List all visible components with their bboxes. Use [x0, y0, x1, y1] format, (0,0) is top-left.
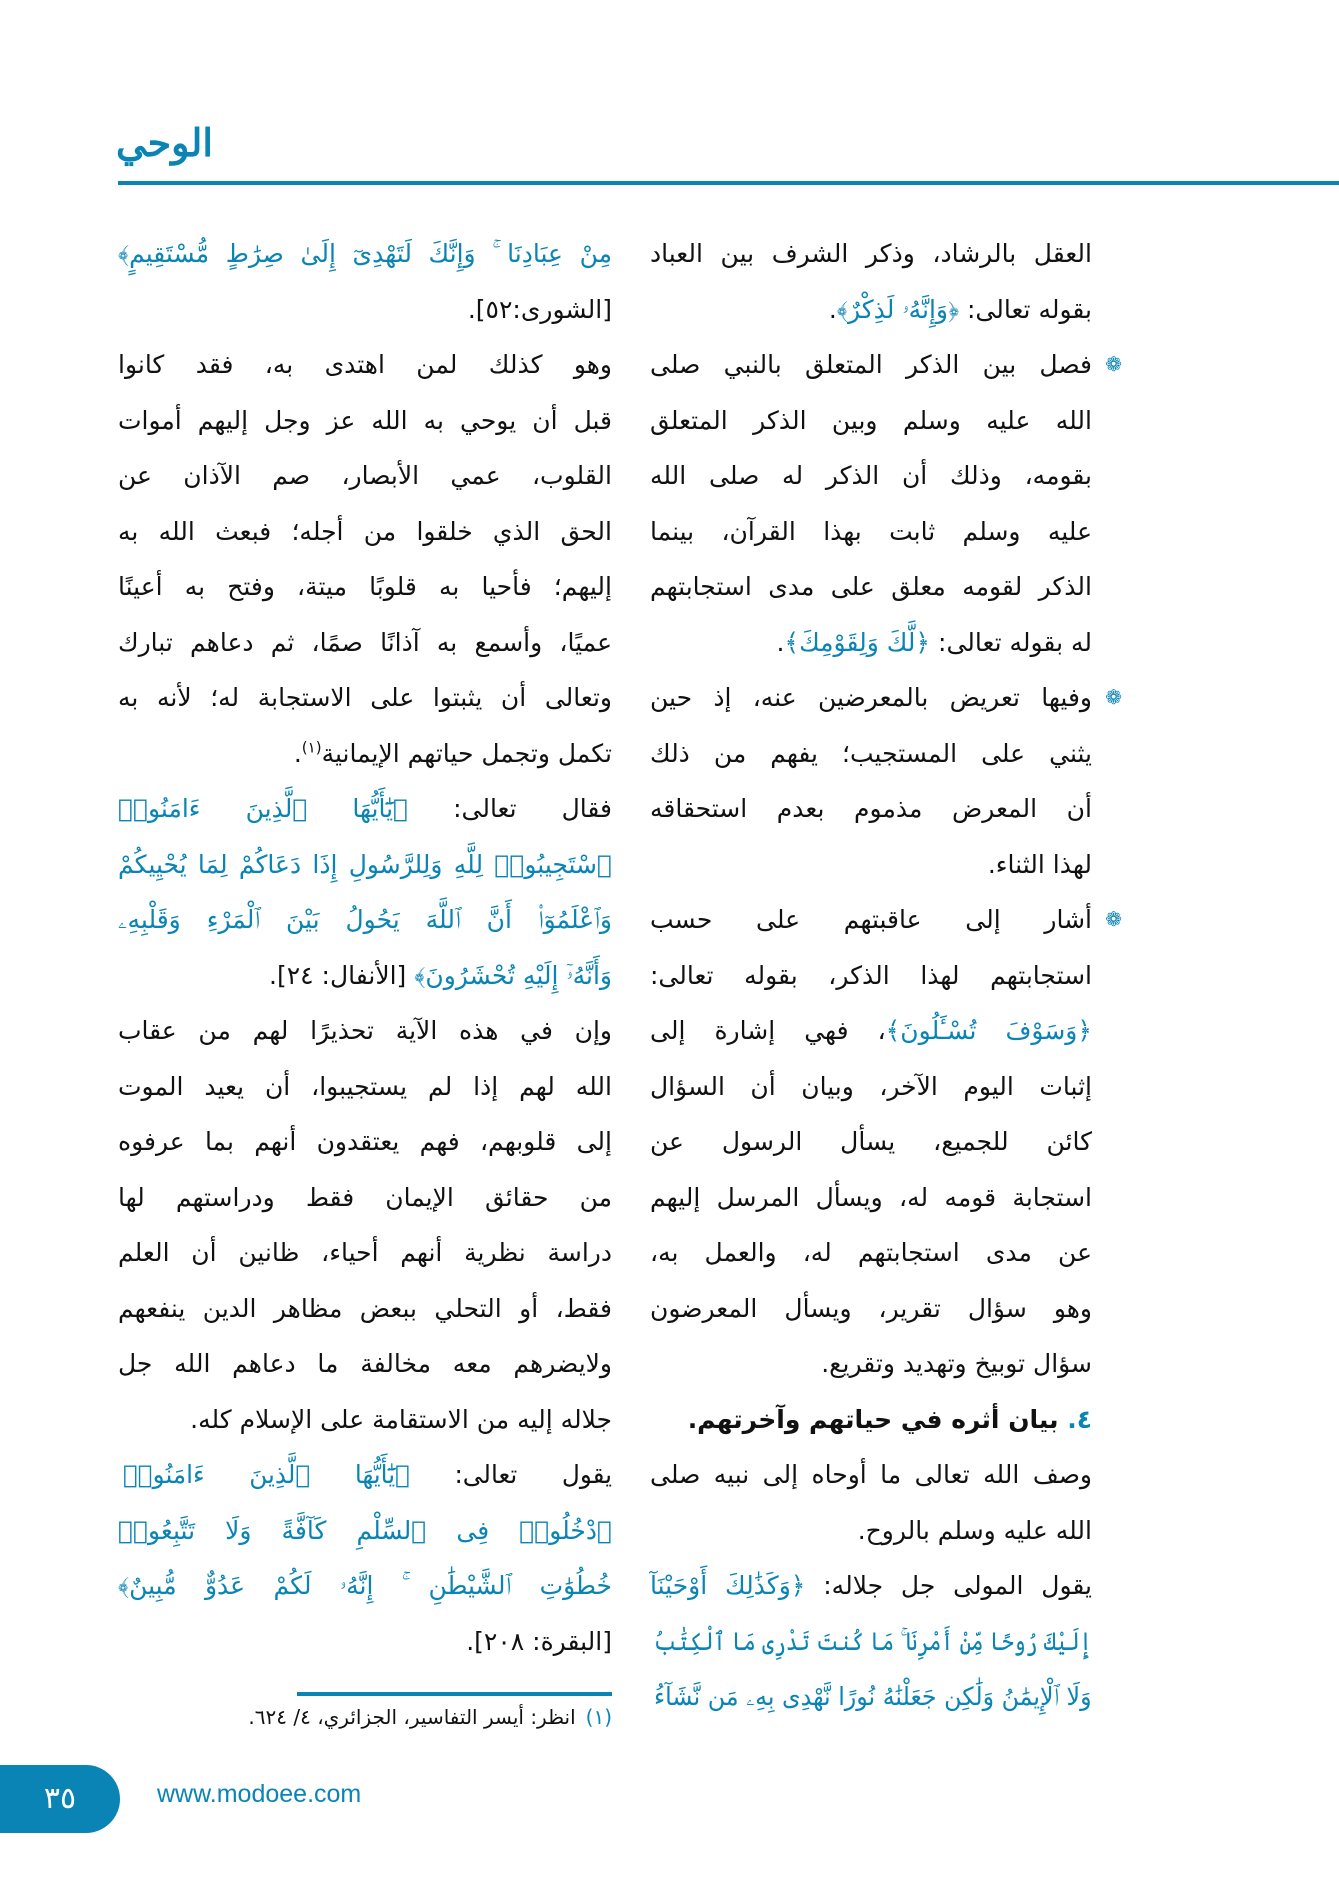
body-text: إليهم؛ فأحيا به قلوبًا ميتة، وفتح به أعينًا: [118, 572, 612, 601]
text-line: [650, 1059, 1092, 1115]
text-line: [650, 670, 1122, 726]
flower-bullet-icon: ❁: [1105, 907, 1122, 931]
body-text: الحق الذي خلقوا من أجله؛ فبعث الله به: [118, 516, 612, 546]
text-line: [118, 504, 612, 560]
text-line: [650, 1225, 1092, 1281]
quran-verse: ٱسْتَجِيبُوا۟ لِلَّهِ وَلِلرَّسُولِ إِذَا دَعَاكُمْ لِمَا يُحْيِيكُمْ: [118, 849, 612, 879]
text-line: [650, 559, 1092, 615]
text-line: [118, 1558, 612, 1614]
text-line: [118, 1503, 612, 1559]
header-rule: [118, 181, 1339, 185]
body-text: سؤال توبيخ وتهديد وتقريع.: [821, 1349, 1092, 1378]
text-line: [650, 1503, 1092, 1559]
text-line: [650, 1281, 1092, 1337]
text-line: [118, 726, 612, 782]
quran-verse: ٱدْخُلُوا۟ فِى ٱلسِّلْمِ كَآفَّةً وَلَا تَتَّبِعُوا۟: [118, 1515, 612, 1545]
text-line: [650, 1558, 1092, 1614]
body-text: إثبات اليوم الآخر، وبيان أن السؤال: [650, 1071, 1092, 1101]
text-line: [118, 393, 612, 449]
section-heading: بيان أثره في حياتهم وآخرتهم.: [687, 1404, 1059, 1434]
text-line: [650, 393, 1092, 449]
body-text: لهذا الثناء.: [987, 849, 1092, 879]
text-line: [118, 1059, 612, 1115]
left-column: [118, 226, 612, 1669]
footnote-divider: [297, 1692, 612, 1696]
body-text: فقال تعالى:: [408, 794, 612, 823]
text-line: [650, 1336, 1092, 1392]
text-line: [650, 726, 1092, 782]
text-line: [650, 337, 1122, 393]
flower-bullet-icon: ❁: [1105, 352, 1122, 376]
body-text: الله عليه وسلم بالروح.: [857, 1515, 1092, 1545]
text-line: [650, 948, 1092, 1004]
body-text: ولايضرهم معه مخالفة ما دعاهم الله جل: [118, 1349, 612, 1378]
body-text: وفيها تعريض بالمعرضين عنه، إذ حين: [650, 683, 1092, 712]
body-text: .: [776, 627, 785, 657]
text-line: [118, 781, 612, 837]
footnote-text: انظر: أيسر التفاسير، الجزائري، ٤/ ٦٢٤.: [248, 1705, 576, 1729]
text-line: [118, 615, 612, 671]
text-line: [123, 1447, 612, 1503]
text-line: [654, 1669, 1092, 1725]
body-text: عليه وسلم ثابت بهذا القرآن، بينما: [650, 516, 1092, 546]
quran-verse: ﴿وَكَذَٰلِكَ أَوْحَيْنَآ: [650, 1571, 806, 1600]
body-text: استجابة قومه له، ويسأل المرسل إليهم: [650, 1182, 1092, 1212]
footnote-number: (١): [585, 1705, 612, 1729]
text-line: [118, 1114, 612, 1170]
text-line: [118, 1170, 612, 1226]
page-number-badge: ٣٥: [0, 1765, 120, 1833]
body-text: العقل بالرشاد، وذكر الشرف بين العباد: [650, 239, 1092, 268]
body-text: وصف الله تعالى ما أوحاه إلى نبيه صلى: [650, 1460, 1092, 1489]
text-line: [118, 1225, 612, 1281]
text-line: [118, 1281, 612, 1337]
text-line: [650, 837, 1092, 893]
text-line: [118, 1336, 612, 1392]
body-text: [الأنفال: ٢٤].: [269, 960, 415, 990]
body-text: تكمل وتجمل حياتهم الإيمانية: [321, 738, 612, 768]
website-url[interactable]: www.modoee.com: [157, 1780, 362, 1808]
text-line: [650, 1003, 1092, 1059]
text-line: [650, 892, 1122, 948]
body-text: يقول تعالى:: [409, 1460, 612, 1489]
quran-verse: وَأَنَّهُۥٓ إِلَيْهِ تُحْشَرُونَ﴾: [414, 960, 612, 990]
body-text: يقول المولى جل جلاله:: [805, 1571, 1092, 1600]
text-line: [650, 1170, 1092, 1226]
body-text: وتعالى أن يثبتوا على الاستجابة له؛ لأنه به: [118, 683, 612, 712]
text-line: [650, 226, 1092, 282]
text-line: [650, 282, 1092, 338]
quran-verse: ﴿لَّكَ وَلِقَوْمِكَ﴾: [784, 627, 931, 657]
text-line: [118, 837, 612, 893]
body-text: كائن للجميع، يسأل الرسول عن: [650, 1127, 1092, 1156]
quran-verse: خُطُوَٰتِ ٱلشَّيْطَٰنِ ۚ إِنَّهُۥ لَكُمْ عَدُوٌّ مُّبِينٌ﴾: [118, 1571, 612, 1600]
text-line: [118, 226, 612, 282]
body-text: إلى قلوبهم، فهم يعتقدون أنهم بما عرفوه: [118, 1127, 612, 1156]
text-line: [118, 1614, 612, 1670]
body-text: وهو سؤال تقرير، ويسأل المعرضون: [650, 1293, 1092, 1323]
flower-bullet-icon: ❁: [1105, 685, 1122, 709]
quran-verse: ﴿يَٰٓأَيُّهَا ٱلَّذِينَ ءَامَنُوا۟: [118, 794, 409, 823]
body-text: فصل بين الذكر المتعلق بالنبي صلى: [650, 350, 1092, 379]
text-line: [118, 282, 612, 338]
body-text: [البقرة: ٢٠٨].: [466, 1626, 612, 1656]
body-text: قبل أن يوحي به الله عز وجل إليهم أموات: [118, 405, 612, 435]
quran-verse: ﴿يَٰٓأَيُّهَا ٱلَّذِينَ ءَامَنُوا۟: [122, 1460, 410, 1489]
body-text: فقط، أو التحلي ببعض مظاهر الدين ينفعهم: [118, 1293, 612, 1323]
text-line: [118, 892, 612, 948]
footnote-ref: (١): [301, 738, 322, 757]
text-line: [118, 448, 612, 504]
right-column: [650, 226, 1122, 1725]
chapter-title: الوحي: [116, 120, 213, 165]
body-text: [الشورى:٥٢].: [467, 294, 612, 324]
body-text: الذكر لقومه معلق على مدى استجابتهم: [650, 572, 1092, 601]
text-line: [118, 559, 612, 615]
body-text: جلاله إليه من الاستقامة على الإسلام كله.: [190, 1404, 612, 1434]
quran-verse: ﴿وَإِنَّهُۥ لَذِكْرٌ﴾: [836, 294, 960, 324]
body-text: بقوله تعالى:: [959, 294, 1092, 324]
quran-verse: ﴿وَسَوْفَ تُسْـَٔلُونَ﴾: [885, 1016, 1092, 1045]
body-text: دراسة نظرية أنهم أحياء، ظانين أن العلم: [118, 1238, 612, 1267]
text-line: [654, 1614, 1092, 1670]
text-line: [650, 615, 1092, 671]
body-text: بقومه، وذلك أن الذكر له صلى الله: [650, 461, 1092, 490]
body-text: .: [828, 294, 837, 324]
body-text: أن المعرض مذموم بعدم استحقاقه: [650, 794, 1092, 823]
quran-verse: مِنْ عِبَادِنَا ۚ وَإِنَّكَ لَتَهْدِىٓ إِلَىٰ صِرَٰطٍ مُّسْتَقِيمٍ﴾: [118, 239, 612, 268]
body-text: الله عليه وسلم وبين الذكر المتعلق: [650, 405, 1092, 435]
section-number: ٤.: [1058, 1404, 1092, 1434]
quran-verse: وَلَا ٱلْإِيمَٰنُ وَلَٰكِن جَعَلْنَٰهُ نُورًا نَّهْدِى بِهِۦ مَن نَّشَآءُ: [654, 1682, 1092, 1711]
body-text: أشار إلى عاقبتهم على حسب: [650, 905, 1092, 934]
text-line: [118, 948, 612, 1004]
body-text: وهو كذلك لمن اهتدى به، فقد كانوا: [118, 350, 612, 379]
text-line: [118, 670, 612, 726]
text-line: [118, 1003, 612, 1059]
body-text: عميًا، وأسمع به آذانًا صمًا، ثم دعاهم تبارك: [118, 627, 612, 657]
text-line: [650, 781, 1092, 837]
body-text: وإن في هذه الآية تحذيرًا لهم من عقاب: [118, 1016, 612, 1045]
body-text: ، فهي إشارة إلى: [650, 1016, 886, 1045]
body-text: استجابتهم لهذا الذكر، بقوله تعالى:: [650, 960, 1092, 990]
body-text: من حقائق الإيمان فقط ودراستهم لها: [118, 1182, 612, 1212]
text-line: [118, 337, 612, 393]
body-text: عن مدى استجابتهم له، والعمل به،: [650, 1238, 1092, 1267]
text-line: [650, 1392, 1092, 1448]
body-text: .: [293, 738, 302, 768]
text-line: [650, 448, 1092, 504]
body-text: الله لهم إذا لم يستجيبوا، أن يعيد الموت: [118, 1071, 612, 1101]
text-line: [650, 1114, 1092, 1170]
footnote: [118, 1705, 612, 1729]
text-line: [650, 504, 1092, 560]
text-line: [118, 1392, 612, 1448]
body-text: يثني على المستجيب؛ يفهم من ذلك: [650, 738, 1092, 768]
quran-verse: وَٱعْلَمُوٓا۟ أَنَّ ٱللَّهَ يَحُولُ بَيْنَ ٱلْمَرْءِ وَقَلْبِهِۦ: [118, 905, 612, 934]
body-text: له بقوله تعالى:: [930, 627, 1092, 657]
body-text: القلوب، عمي الأبصار، صم الآذان عن: [118, 461, 612, 490]
text-line: [650, 1447, 1092, 1503]
quran-verse: إِلَيْكَ رُوحًا مِّنْ أَمْرِنَا ۚ مَا كُنتَ تَدْرِى مَا ٱلْكِتَٰبُ: [654, 1626, 1092, 1656]
